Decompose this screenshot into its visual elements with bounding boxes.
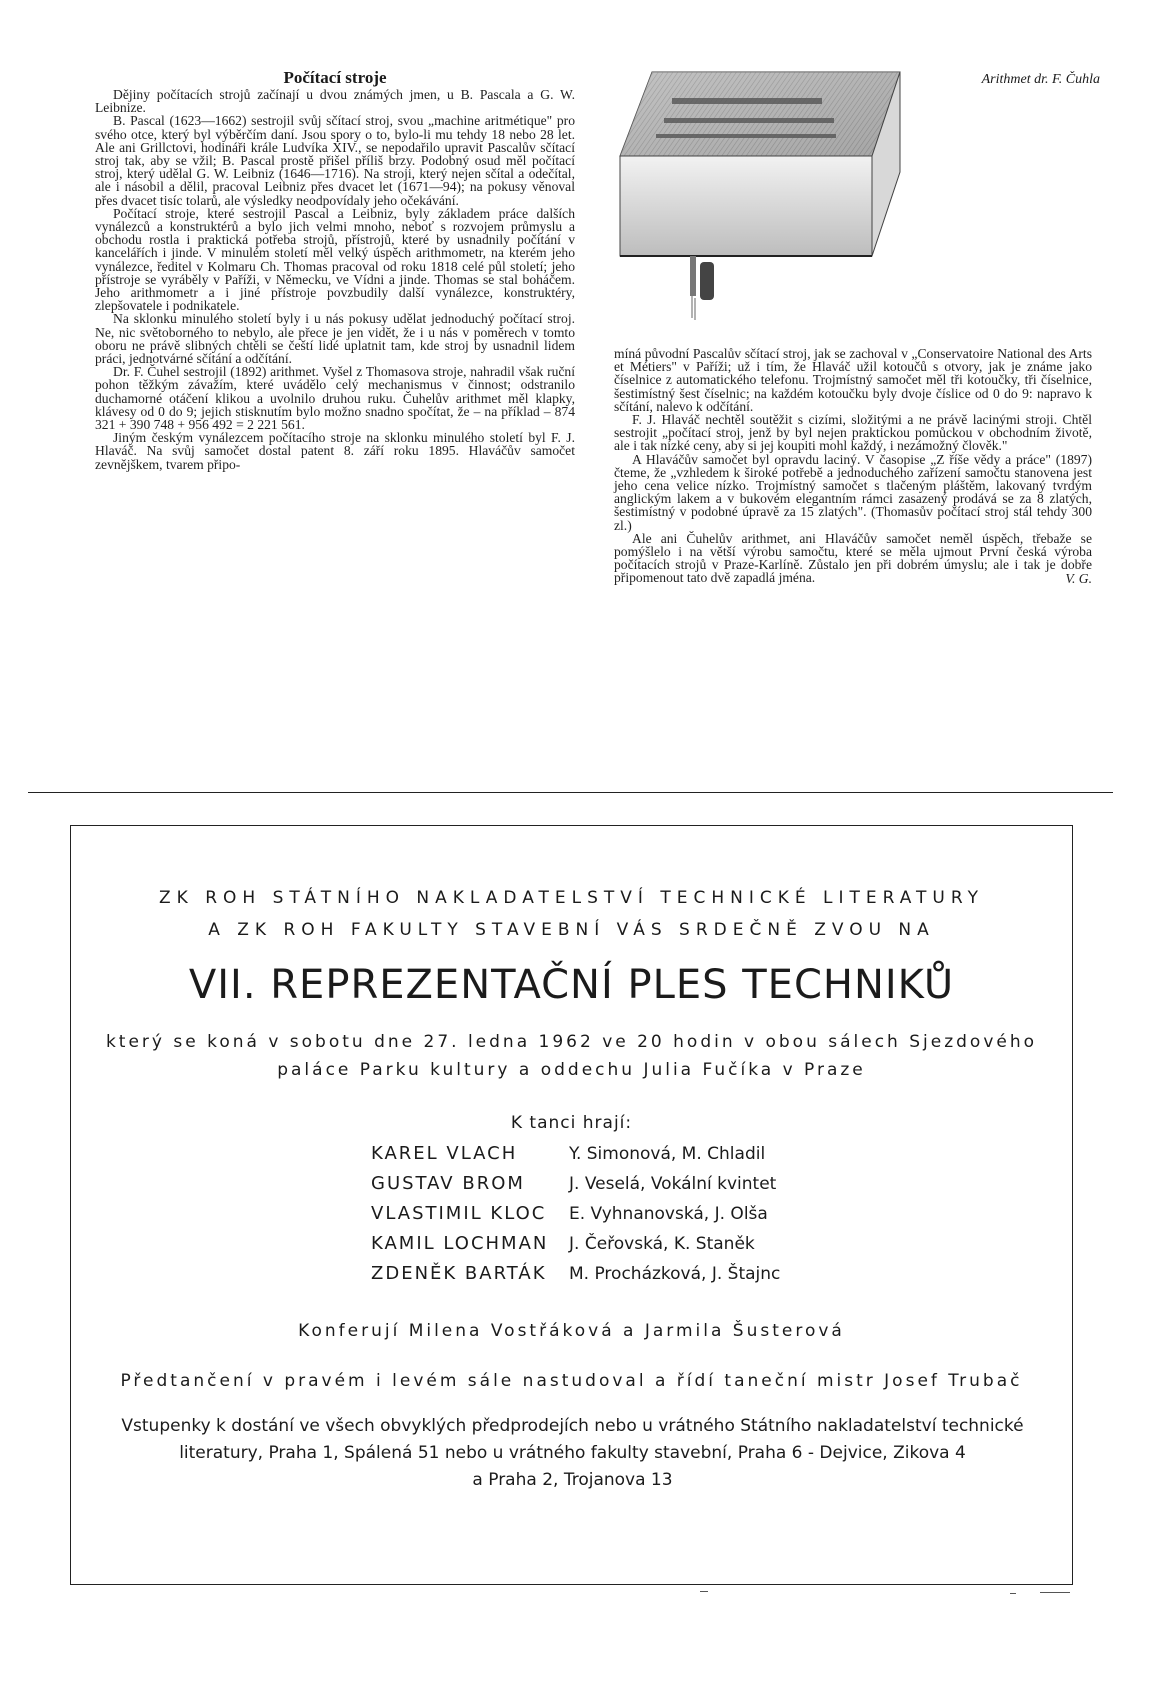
event-details-1: který se koná v sobotu dne 27. ledna 1962 ve 20 hodin v obou sálech Sjezdového — [105, 1032, 1038, 1052]
ball-invitation — [70, 825, 1073, 1585]
event-details-2: paláce Parku kultury a oddechu Julia Fučíka v Praze — [277, 1060, 866, 1080]
organizer-line-2: A ZK ROH FAKULTY STAVEBNÍ VÁS SRDEČNĚ ZVOU NA — [208, 920, 935, 940]
band-singers: E. Vyhnanovská, J. Olša — [569, 1204, 768, 1224]
organizer-line-1: ZK ROH STÁTNÍHO NAKLADATELSTVÍ TECHNICKÉ LITERATURY — [159, 888, 984, 908]
bands-heading: K tanci hrají: — [510, 1113, 633, 1133]
band-row — [371, 1233, 891, 1254]
author-signature: V. G. — [1065, 570, 1092, 586]
article-column-left — [95, 88, 575, 471]
paragraph: Ale ani Čuhelův arithmet, ani Hlaváčův samočet neměl úspěch, třebaže se pomýšlelo i na větší výrobu samočtu, které se měla ujmout První česká výroba počítacích strojů v Praze-Karlíně. Zůstalo jen při dobrém úmyslu; ale i tak je dobře připomenout tato dvě zapadlá jména. — [614, 530, 1092, 586]
tickets-line-3: a Praha 2, Trojanova 13 — [472, 1470, 673, 1490]
band-row — [371, 1173, 891, 1194]
paragraph: Jiným českým vynálezcem počítacího stroje na sklonku minulého století byl F. J. Hlaváč. Na svůj samočet dostal patent 8. září roku 1895. Hlaváčův samočet zevnějškem, tvarem připo- — [95, 430, 575, 472]
figure-caption: Arithmet dr. F. Čuhla — [981, 72, 1100, 87]
scan-speck — [1040, 1592, 1070, 1593]
article-title: Počítací stroje — [283, 68, 387, 87]
band-row — [371, 1143, 891, 1164]
paragraph: míná původní Pascalův sčítací stroj, jak se zachoval v „Conservatoire National des Arts et Métiers" v Paříži; už i tím, že Hlaváč užil kotoučů s otvory, jak je známe jako číselnice z automatického telefonu. Trojmístný samočet měl tři kotoučky, tři číselnice, šestimístný šest číselnic; na každém kotoučku byly dvoje číslice od 0 do 9: napravo k sčítání, nalevo k odčítání. — [614, 346, 1092, 414]
band-name: VLASTIMIL KLOC — [371, 1203, 547, 1224]
band-name: KAREL VLACH — [371, 1143, 518, 1164]
arithmet-machine-photo — [612, 68, 902, 326]
scan-speck — [700, 1591, 708, 1592]
band-name: ZDENĚK BARTÁK — [371, 1263, 547, 1284]
band-name: KAMIL LOCHMAN — [371, 1233, 549, 1254]
band-singers: Y. Simonová, M. Chladil — [569, 1144, 766, 1164]
paragraph: Na sklonku minulého století byly i u nás pokusy udělat jednoduchý počítací stroj. Ne, nic světoborného to nebylo, ale přece je jen vidět, že i u nás v poměrech v tomto oboru ne právě slibných chtěli se čeští lidé uplatnit tam, kde stroj by usnadnil lidem práci, jednotvárné sčítání a odčítání. — [95, 311, 575, 367]
section-divider — [28, 792, 1113, 793]
band-row — [371, 1263, 891, 1284]
band-singers: J. Veselá, Vokální kvintet — [569, 1174, 777, 1194]
paragraph: Dr. F. Čuhel sestrojil (1892) arithmet. Vyšel z Thomasova stroje, nahradil však ruční pohon těžkým závažím, které uvádělo celý mechanismus v činnost; odstranilo duchamorné otáčení klikou a uvolnilo druhou ruku. Čuhelův arithmet měl klapky, klávesy od 0 do 9; jejich stisknutím bylo možno snadno spočítat, že – na příklad – 874 321 + 390 748 + 956 492 = 2 221 561. — [95, 364, 575, 433]
article-column-right — [614, 347, 1092, 585]
hosts-line: Konferují Milena Vostřáková a Jarmila Šusterová — [298, 1321, 845, 1341]
band-singers: J. Čeřovská, K. Staněk — [569, 1234, 755, 1254]
paragraph: Dějiny počítacích strojů začínají u dvou známých jmen, u B. Pascala a G. W. Leibnize. — [95, 87, 575, 116]
choreography-line: Předtančení v pravém i levém sále nastudoval a řídí taneční mistr Josef Trubač — [120, 1371, 1023, 1391]
tickets-line-2: literatury, Praha 1, Spálená 51 nebo u vrátného fakulty stavební, Praha 6 - Dejvice, Zikova 4 — [179, 1443, 966, 1463]
scan-speck — [1010, 1593, 1016, 1594]
band-singers: M. Procházková, J. Štajnc — [569, 1264, 781, 1284]
band-name: GUSTAV BROM — [371, 1173, 525, 1194]
paragraph: B. Pascal (1623—1662) sestrojil svůj sčítací stroj, svou „machine aritmétique" pro svého otce, který byl výběrčím daní. Jsou spory o to, bylo-li mu tehdy 18 nebo 28 let. Ale ani Grillctovi, hodináři krále Ludvíka XIV., se nepodařilo upravit Pascalův sčítací stroj tak, aby se vžil; B. Pascal prostě přišel příliš brzy. Podobný osud měl počítací stroj, který udělal G. W. Leibniz (1646—1716). Na stroji, který nejen sčítal a odečítal, ale i násobil a dělil, pracoval Leibniz přes dvacet let (1671—94); na pokusy věnoval přes dvacet tisíc tolarů, ale výsledky neodpovídaly jeho očekávání. — [95, 113, 575, 208]
paragraph: A Hlaváčův samočet byl opravdu laciný. V časopise „Z říše vědy a práce" (1897) čteme, že „vzhledem k široké potřebě a jednoduchého zařízení samočtu stanovena jest jeho cena velice nízko. Trojmístný samočet s tlačeným pláštěm, lakovaný tvrdým anglickým lakem a v bukovém elegantním rámci zasazený prodává se za 8 zlatých, šestimístný v podobné úpravě za 15 zlatých". (Thomasův počítací stroj stál tehdy 300 zl.) — [614, 451, 1092, 533]
paragraph: F. J. Hlaváč nechtěl soutěžit s cizími, složitými a ne právě lacinými stroji. Chtěl sestrojit „počítací stroj, jenž by byl nejen praktickou pomůckou v obchodním životě, ale i tak nízké ceny, aby si jej koupiti mohl každý, i nezámožný člověk." — [614, 412, 1092, 454]
event-title: VII. REPREZENTAČNÍ PLES TECHNIKŮ — [188, 962, 955, 1008]
band-row — [371, 1203, 891, 1224]
paragraph: Počítací stroje, které sestrojil Pascal a Leibniz, byly základem práce dalších vynálezců a konstruktérů a bylo jich velmi mnoho, neboť s rozvojem průmyslu a obchodu rostla i praktická potřeba strojů, přístrojů, které by usnadnily počítání v kancelářích i jinde. V minulém století měl velký úspěch arithmometr, na kterém jeho vynálezce, ředitel v Kolmaru Ch. Thomas pracoval od roku 1818 celé půl století; jeho přístroje se vyráběly v Paříži, v Německu, ve Vídni a jinde. Thomas se stal boháčem. Jeho arithmometr a i jiné přístroje povzbudily další vynálezce, konstruktéry, zlepšovatele i podnikatele. — [95, 205, 575, 314]
tickets-line-1: Vstupenky k dostání ve všech obvyklých předprodejích nebo u vrátného Státního nakladatelství technické — [121, 1416, 1024, 1436]
